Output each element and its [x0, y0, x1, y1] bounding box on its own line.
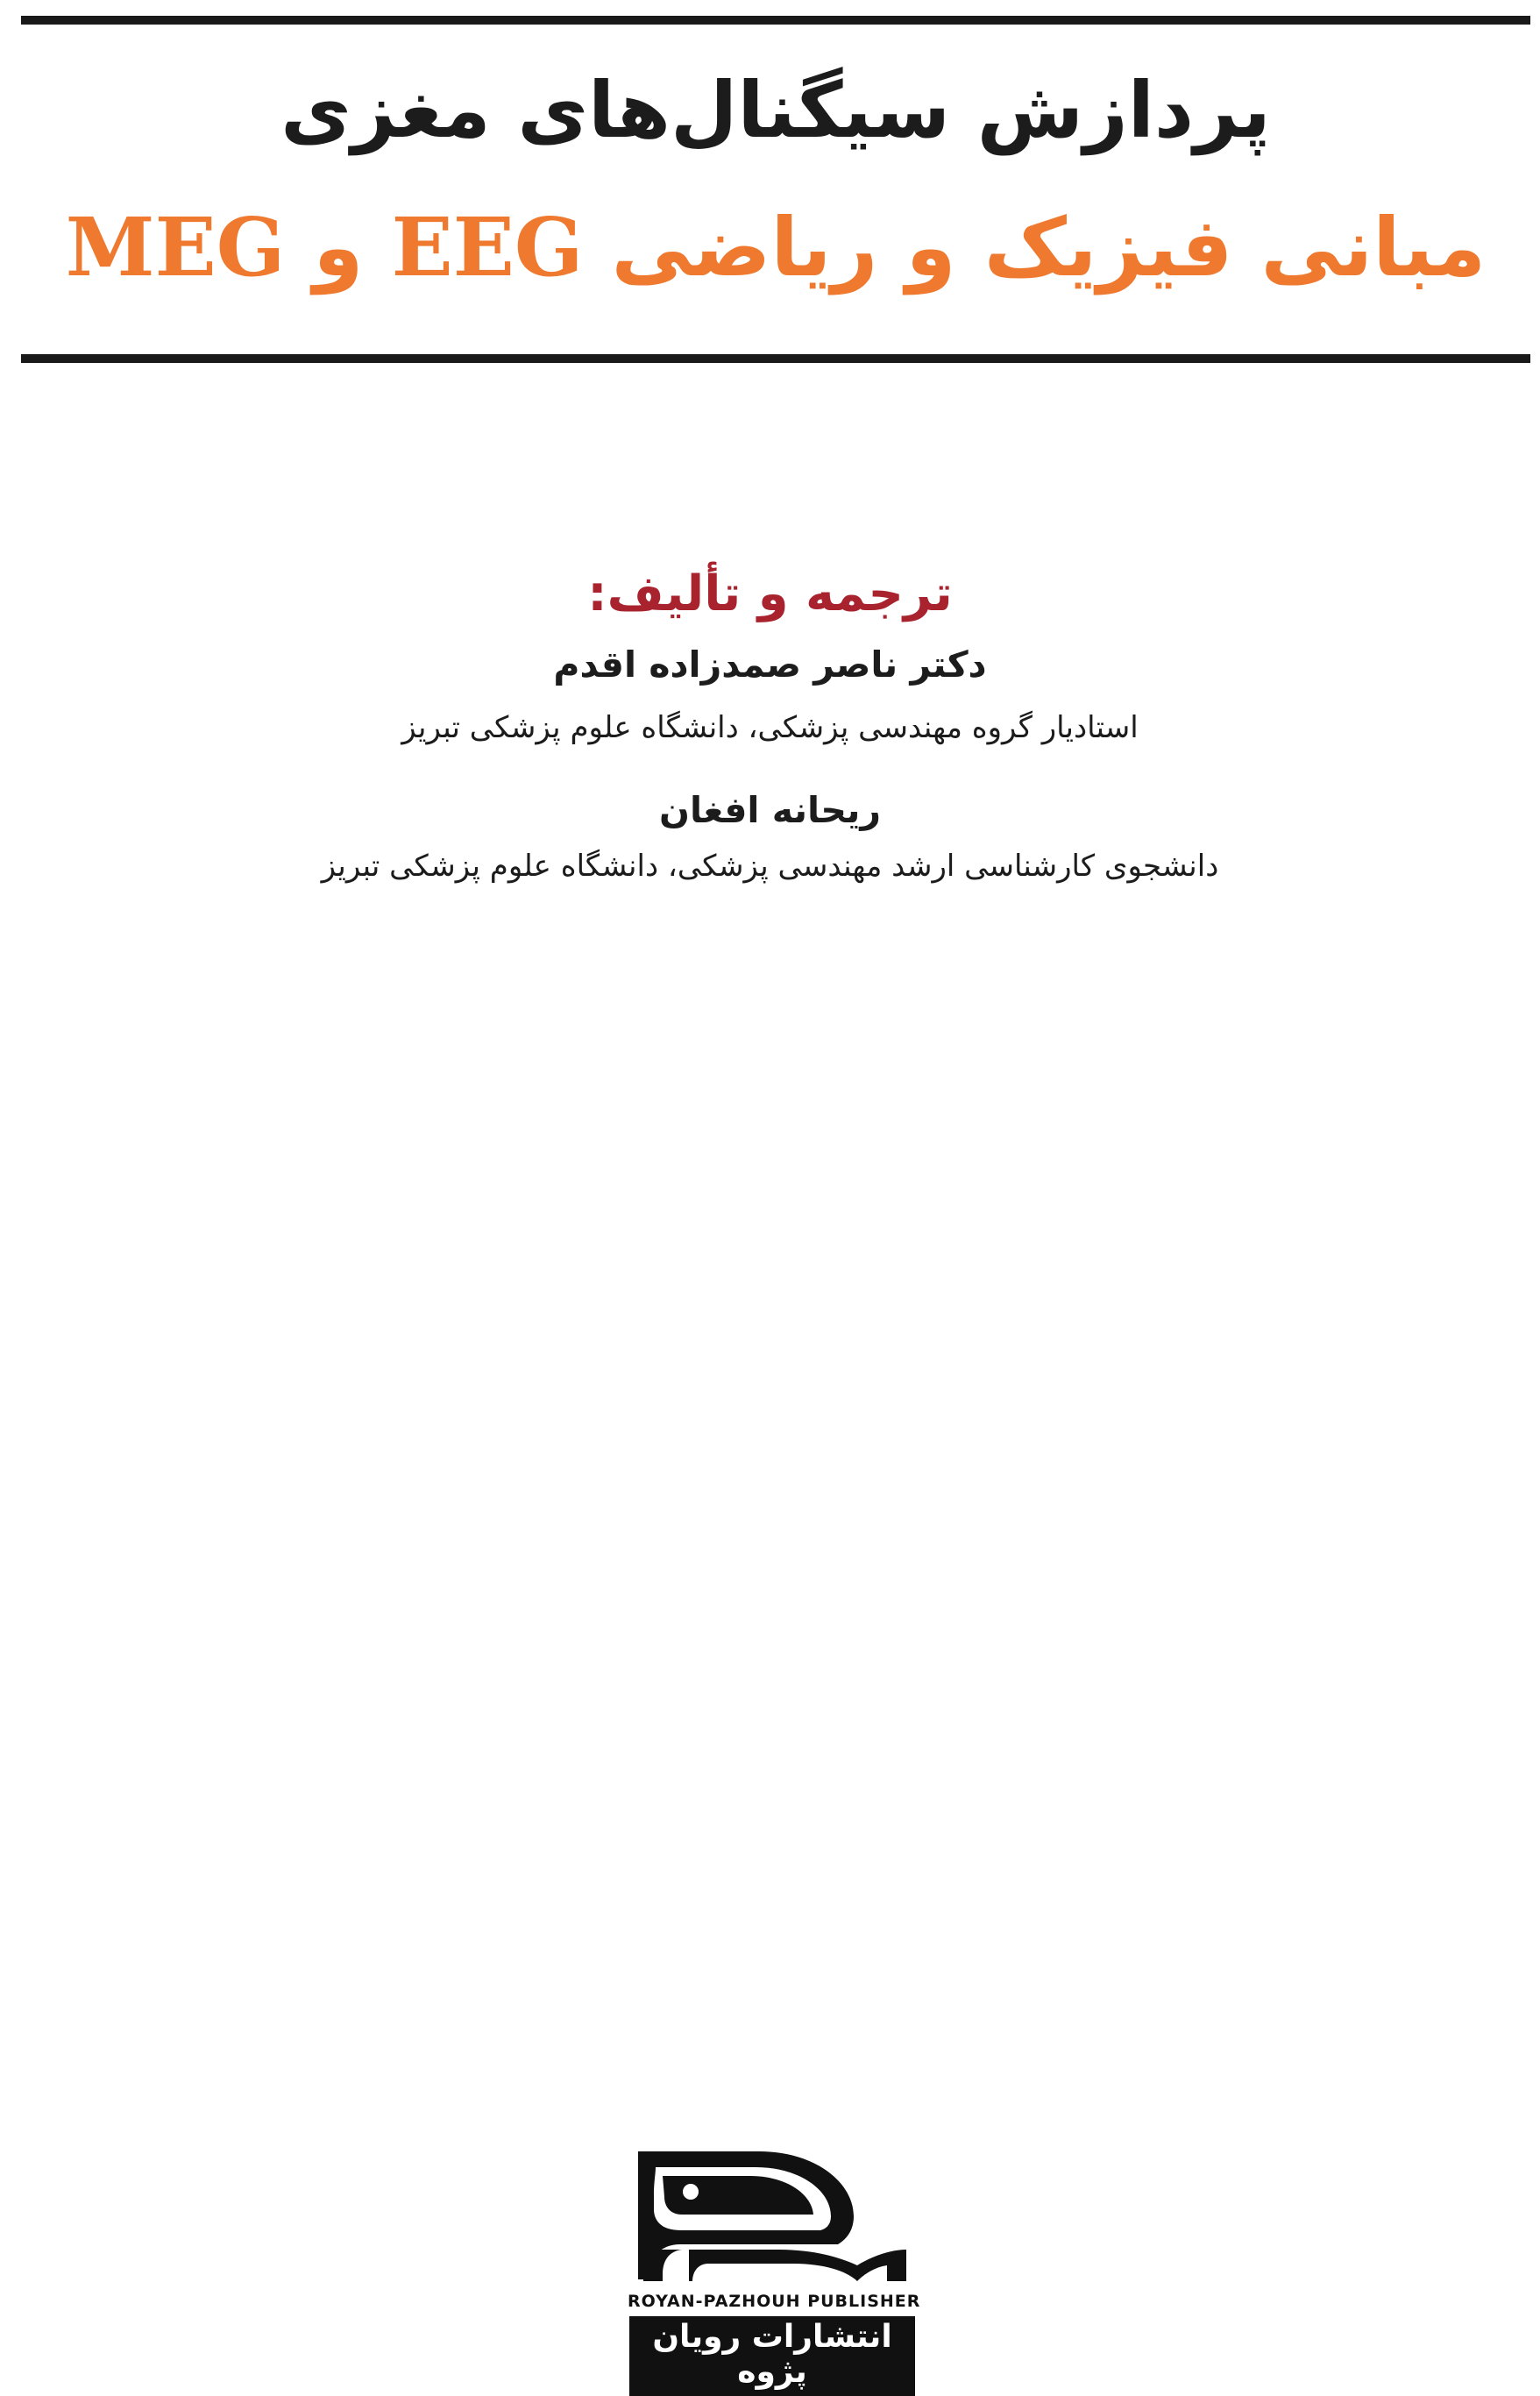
- book-title: پردازش سیگنال‌های مغزی: [280, 65, 1271, 155]
- subtitle-persian: مبانی فیزیک و ریاضی: [611, 201, 1487, 295]
- publisher-name-fa: انتشارات رویان پژوه: [629, 2316, 915, 2396]
- subtitle-and: و: [313, 201, 364, 295]
- top-rule: [21, 16, 1530, 25]
- book-subtitle: [21, 200, 1530, 295]
- subtitle-meg: MEG: [65, 200, 286, 295]
- publisher-name-en: ROYAN-PAZHOUH PUBLISHER: [628, 2292, 921, 2311]
- bird-book-logo-icon: [628, 2143, 917, 2288]
- subtitle-eeg: EEG: [391, 200, 584, 295]
- publisher-block: [628, 2143, 921, 2396]
- bottom-rule: [21, 354, 1530, 363]
- author-2-affiliation: دانشجوی کارشناسی ارشد مهندسی پزشکی، دانشگاه علوم پزشکی تبریز: [321, 849, 1219, 884]
- author-2-name: ریحانه افغان: [659, 789, 881, 831]
- author-1-name: دکتر ناصر صمدزاده اقدم: [553, 643, 987, 686]
- credits-role-heading: ترجمه و تألیف:: [587, 565, 953, 622]
- author-1-affiliation: استادیار گروه مهندسی پزشکی، دانشگاه علوم پزشکی تبریز: [401, 710, 1139, 745]
